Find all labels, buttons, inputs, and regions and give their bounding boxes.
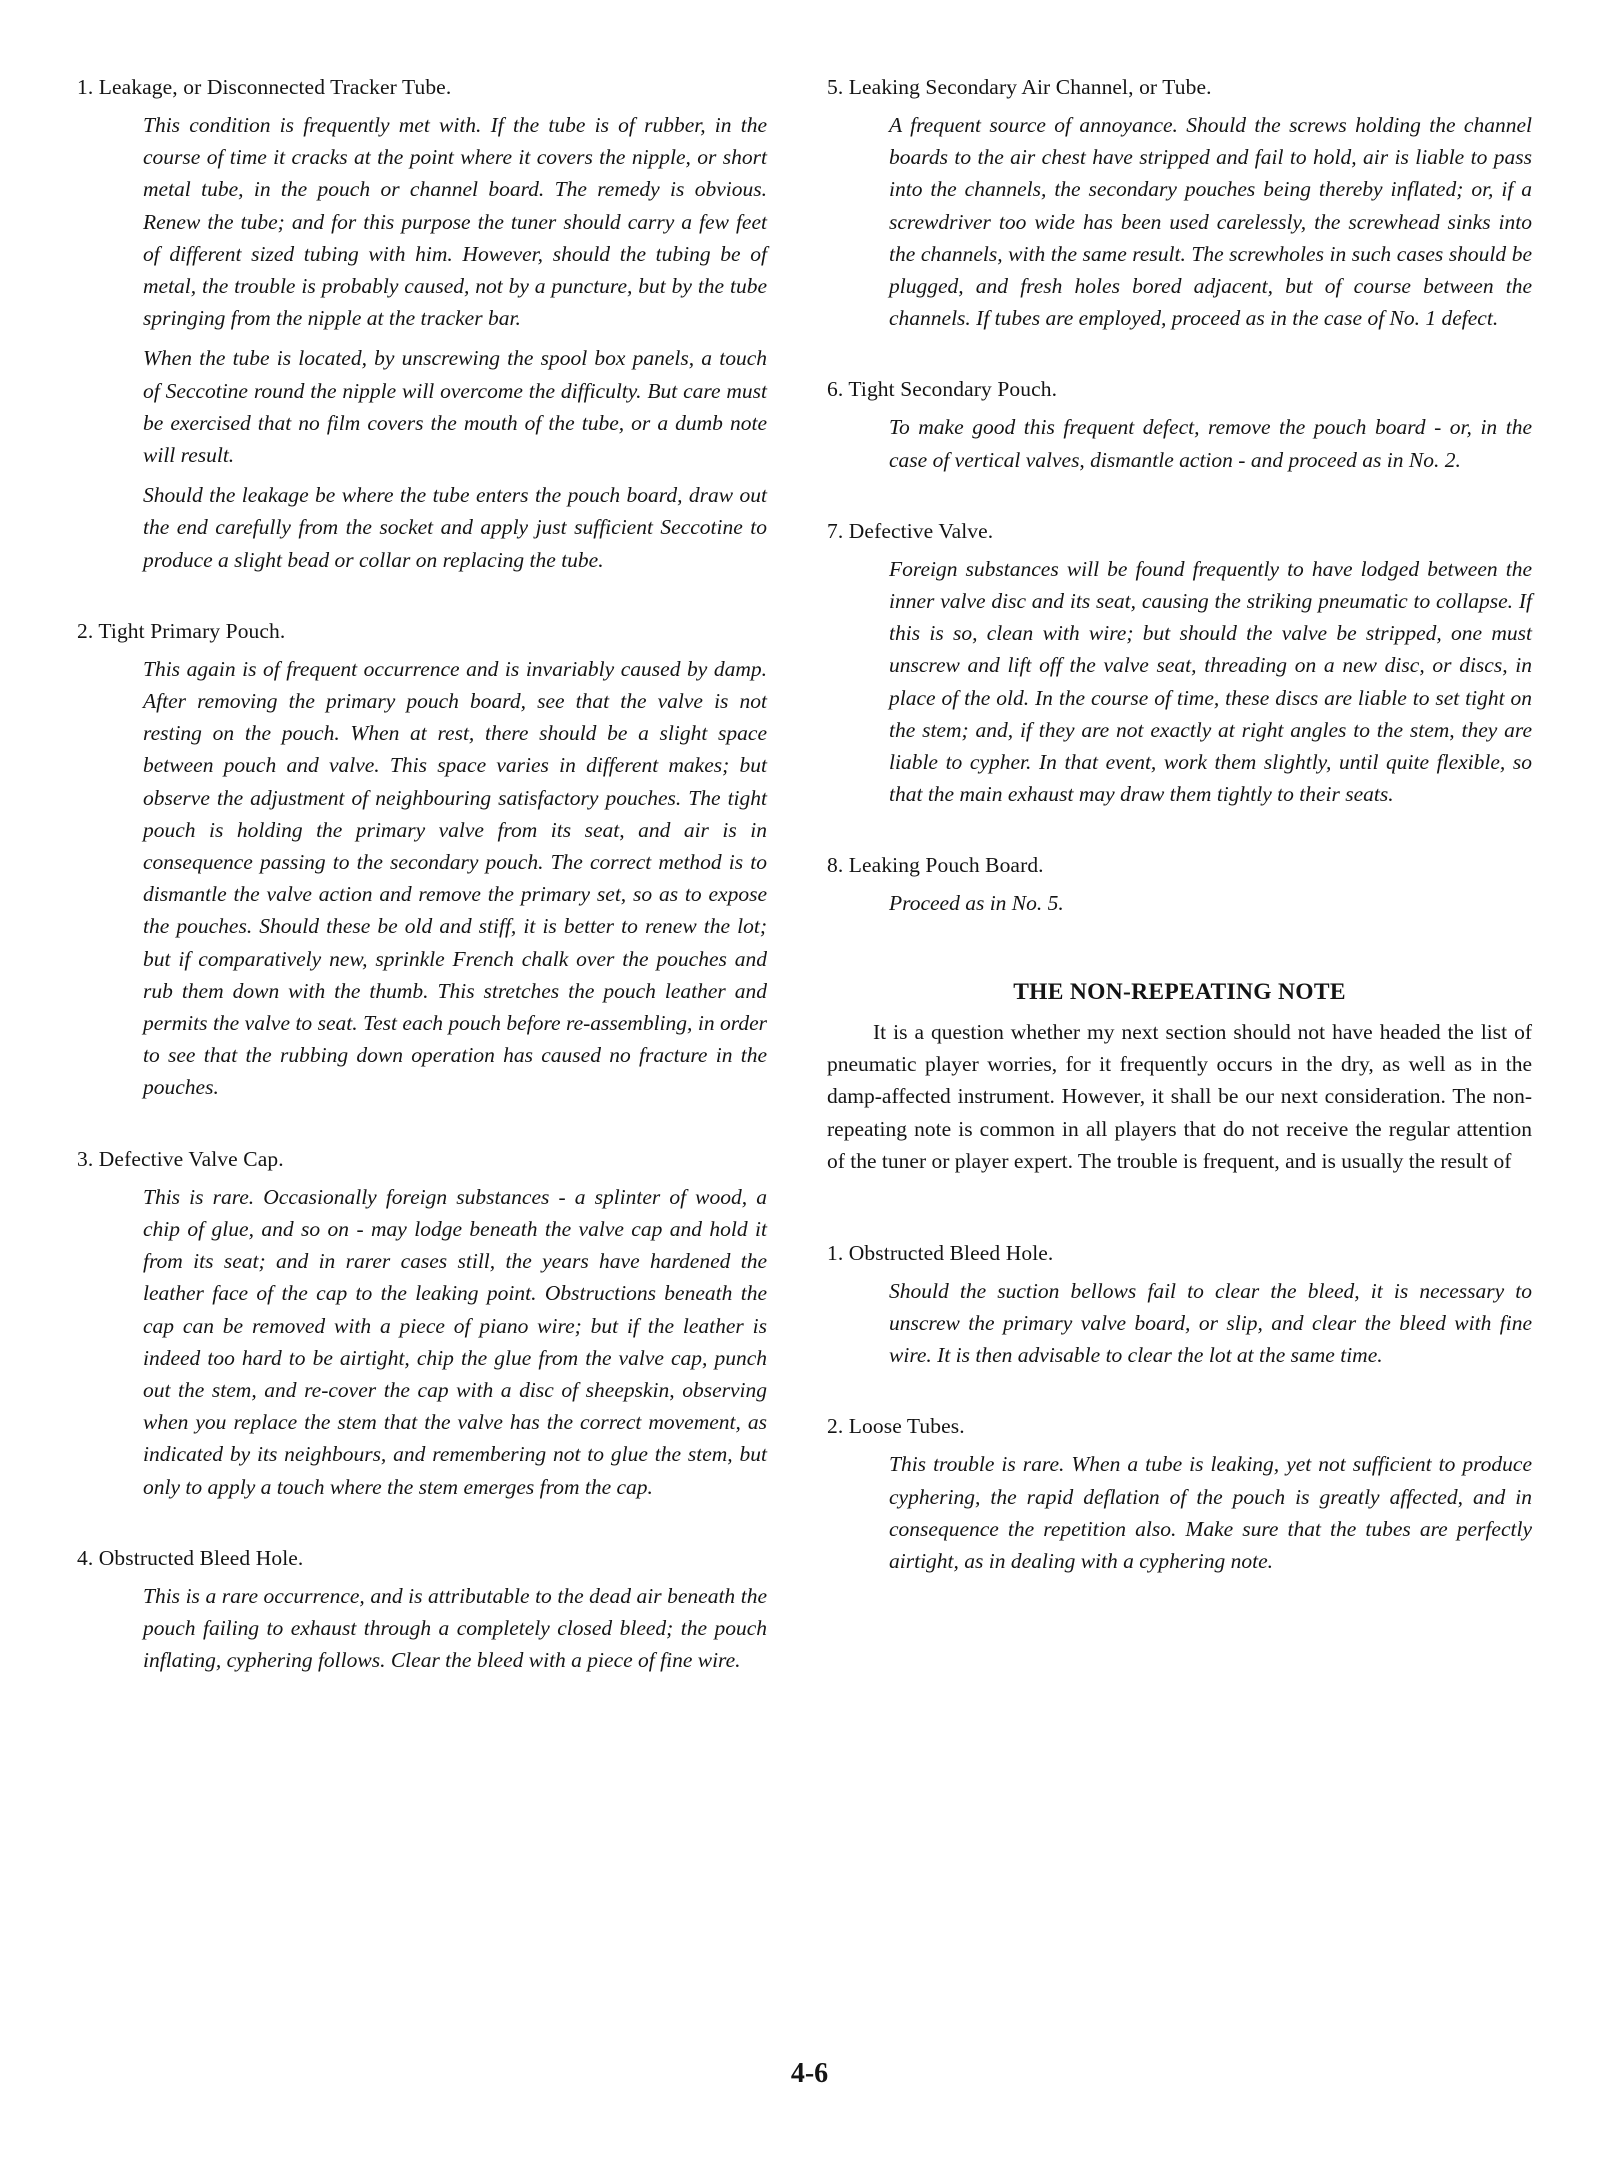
- item-body: [143, 1580, 767, 1677]
- item-heading: 1. Obstructed Bleed Hole.: [827, 1240, 1054, 1265]
- defect-item: [827, 374, 1532, 475]
- defect-item: [77, 72, 767, 576]
- defect-item: [77, 1144, 767, 1503]
- defect-item: [827, 72, 1532, 334]
- item-body: [143, 109, 767, 576]
- section-intro: It is a question whether my next section should not have headed the list of pneumatic player worries, for it frequently occurs in the dry, as well as in the damp-affected instrument. However, it shall be our next consideration. The non-repeating note is common in all players that do not receive the regular attention of the tuner or player expert. The trouble is frequent, and is usually the result of: [827, 1019, 1532, 1174]
- item-heading: 5. Leaking Secondary Air Channel, or Tube.: [827, 75, 1212, 99]
- item-heading: 8. Leaking Pouch Board.: [827, 853, 1044, 878]
- item-body: [889, 411, 1532, 475]
- page-number: 4-6: [790, 2058, 829, 2089]
- item-body: [143, 653, 767, 1104]
- item-heading: 7. Defective Valve.: [827, 518, 994, 543]
- item-heading: 1. Leakage, or Disconnected Tracker Tube.: [77, 75, 452, 99]
- item-body: [889, 1448, 1532, 1577]
- item-heading: 2. Loose Tubes.: [827, 1414, 965, 1439]
- right-column: [827, 72, 1532, 1617]
- left-column: [77, 72, 767, 1716]
- item-paragraph: Proceed as in No. 5.: [889, 891, 1064, 916]
- item-paragraph: Should the leakage be where the tube enters the pouch board, draw out the end carefully from the socket and apply just sufficient Seccotine to produce a slight bead or collar on replacing the tube.: [143, 483, 767, 572]
- item-heading: 4. Obstructed Bleed Hole.: [77, 1545, 304, 1570]
- defect-item: [827, 850, 1532, 919]
- item-body: [143, 1181, 767, 1503]
- item-heading: 2. Tight Primary Pouch.: [77, 618, 286, 643]
- item-paragraph: This condition is frequently met with. If the tube is of rubber, in the course of time it cracks at the point where it covers the nipple, or short metal tube, in the pouch or channel board. The remedy is obvious. Renew the tube; and for this purpose the tuner should carry a few feet of different sized tubing with him. However, should the tubing be of metal, the trouble is probably caused, not by a puncture, but by the tube springing from the nipple at the tracker bar.: [143, 113, 767, 331]
- defect-item: [827, 1238, 1532, 1372]
- item-paragraph: A frequent source of annoyance. Should the screws holding the channel boards to the air chest have stripped and fail to hold, air is liable to pass into the channels, the secondary pouches being thereby inflated; or, if a screwdriver too wide has been used carelessly, the screwhead sinks into the channels, with the same result. The screwholes in such cases should be plugged, and fresh holes bored adjacent, but of course between the channels. If tubes are employed, proceed as in the case of No. 1 defect.: [889, 113, 1532, 331]
- item-paragraph: This trouble is rare. When a tube is leaking, yet not sufficient to produce cyphering, the rapid deflation of the pouch is greatly affected, and in consequence the repetition also. Make sure that the tubes are perfectly airtight, as in dealing with a cyphering note.: [889, 1452, 1532, 1573]
- item-paragraph: This again is of frequent occurrence and is invariably caused by damp. After removing the primary pouch board, see that the valve is not resting on the pouch. When at rest, there should be a slight space between pouch and valve. This space varies in different makes; but observe the adjustment of neighbouring satisfactory pouches. The tight pouch is holding the primary valve from its seat, and air is in consequence passing to the secondary pouch. The correct method is to dismantle the valve action and remove the primary set, so as to expose the pouches. Should these be old and stiff, it is better to renew the lot; but if comparatively new, sprinkle French chalk over the pouches and rub them down with the thumb. This stretches the pouch leather and permits the valve to seat. Test each pouch before re-assembling, in order to see that the rubbing down operation has caused no fracture in the pouches.: [143, 656, 767, 1100]
- item-heading: 6. Tight Secondary Pouch.: [827, 377, 1058, 402]
- defect-item: [77, 616, 767, 1104]
- item-paragraph: This is rare. Occasionally foreign substances - a splinter of wood, a chip of glue, and so on - may lodge beneath the valve cap and hold it from its seat; and in rarer cases still, the years have hardened the leather face of the cap to the leaking point. Obstructions beneath the cap can be removed with a piece of piano wire; but if the leather is indeed too hard to be airtight, chip the glue from the valve cap, punch out the stem, and re-cover the cap with a disc of sheepskin, observing when you replace the stem that the valve has the correct movement, as indicated by its neighbours, and remembering not to glue the stem, but only to apply a touch where the stem emerges from the cap.: [143, 1184, 767, 1499]
- defect-item: [827, 1411, 1532, 1577]
- item-paragraph: Foreign substances will be found frequently to have lodged between the inner valve disc and its seat, causing the striking pneumatic to collapse. If this is so, clean with wire; but should the valve be stripped, one must unscrew and lift off the valve seat, threading on a new disc, or discs, in place of the old. In the course of time, these discs are liable to set tight on the stem; and, if they are not exactly at right angles to the stem, they are liable to cypher. In that event, work them slightly, until quite flexible, so that the main exhaust may draw them tightly to their seats.: [889, 556, 1532, 807]
- item-paragraph: This is a rare occurrence, and is attributable to the dead air beneath the pouch failing to exhaust through a completely closed bleed; the pouch inflating, cyphering follows. Clear the bleed with a piece of fine wire.: [143, 1583, 767, 1673]
- defect-item: [827, 516, 1532, 811]
- section-title: THE NON-REPEATING NOTE: [1013, 978, 1346, 1005]
- item-body: [889, 887, 1532, 919]
- item-paragraph: To make good this frequent defect, remove the pouch board - or, in the case of vertical valves, dismantle action - and proceed as in No. 2.: [889, 415, 1532, 472]
- item-body: [889, 553, 1532, 811]
- item-body: [889, 1275, 1532, 1372]
- item-paragraph: When the tube is located, by unscrewing the spool box panels, a touch of Seccotine round the nipple will overcome the difficulty. But care must be exercised that no film covers the mouth of the tube, or a dumb note will result.: [143, 346, 767, 468]
- item-paragraph: Should the suction bellows fail to clear the bleed, it is necessary to unscrew the primary valve board, or slip, and clear the bleed with fine wire. It is then advisable to clear the lot at the same time.: [889, 1278, 1532, 1368]
- item-heading: 3. Defective Valve Cap.: [77, 1146, 284, 1171]
- item-body: [889, 109, 1532, 334]
- defect-item: [77, 1543, 767, 1677]
